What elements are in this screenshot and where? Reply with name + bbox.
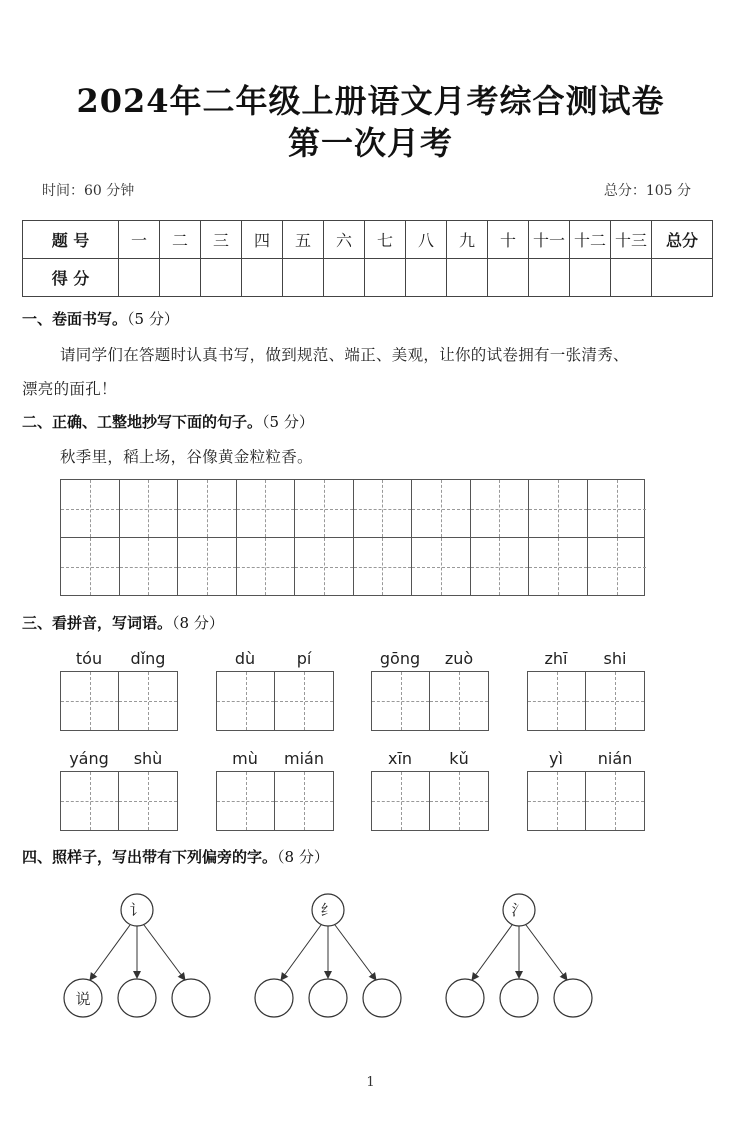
exam-subtitle: 第一次月考 bbox=[287, 124, 453, 162]
time-limit: 时间：60 分钟 bbox=[42, 183, 135, 199]
score-col: 十二 bbox=[570, 221, 611, 259]
word-grid[interactable] bbox=[527, 771, 645, 831]
score-cell[interactable] bbox=[242, 259, 283, 297]
score-cell[interactable] bbox=[365, 259, 406, 297]
score-col: 十三 bbox=[611, 221, 652, 259]
pinyin-label: mián bbox=[284, 749, 324, 768]
pinyin-label: zuò bbox=[444, 649, 474, 668]
answer-circle[interactable] bbox=[500, 979, 538, 1017]
score-col: 八 bbox=[406, 221, 447, 259]
score-cell[interactable] bbox=[447, 259, 488, 297]
word-grid[interactable] bbox=[371, 771, 489, 831]
page-number: 1 bbox=[366, 1075, 375, 1090]
section4-points: （8 分） bbox=[277, 848, 329, 866]
pinyin-label: xīn bbox=[387, 749, 413, 768]
answer-circle[interactable] bbox=[118, 979, 156, 1017]
pinyin-label: mù bbox=[232, 749, 258, 768]
radical-char: 纟 bbox=[320, 901, 336, 919]
answer-circle[interactable] bbox=[554, 979, 592, 1017]
example-char: 说 bbox=[75, 990, 91, 1008]
score-col: 三 bbox=[201, 221, 242, 259]
pinyin-label: yì bbox=[549, 749, 563, 768]
score-cell[interactable] bbox=[611, 259, 652, 297]
word-grid[interactable] bbox=[371, 671, 489, 731]
score-cell[interactable] bbox=[652, 259, 713, 297]
section1-points: （5 分） bbox=[127, 310, 179, 328]
word-grid[interactable] bbox=[216, 671, 334, 731]
score-col: 十 bbox=[488, 221, 529, 259]
answer-circle[interactable] bbox=[446, 979, 484, 1017]
score-col: 二 bbox=[160, 221, 201, 259]
score-col: 七 bbox=[365, 221, 406, 259]
pinyin-label: dù bbox=[234, 649, 256, 668]
pinyin-label: gōng bbox=[379, 649, 421, 668]
section4-title: 四、照样子，写出带有下列偏旁的字。 bbox=[22, 848, 278, 866]
section2-title: 二、正确、工整地抄写下面的句子。 bbox=[22, 413, 263, 431]
pinyin-label: yáng bbox=[69, 749, 109, 768]
score-cell[interactable] bbox=[406, 259, 447, 297]
section1-heading bbox=[22, 308, 179, 329]
pinyin-label: shù bbox=[133, 749, 163, 768]
radical-tree bbox=[255, 894, 401, 1017]
section3-points: （8 分） bbox=[172, 614, 224, 632]
score-table-header-row bbox=[23, 221, 713, 259]
score-col: 九 bbox=[447, 221, 488, 259]
radical-char: 氵 bbox=[511, 901, 527, 919]
answer-circle[interactable] bbox=[255, 979, 293, 1017]
pinyin-label: kǔ bbox=[449, 749, 469, 768]
score-cell[interactable] bbox=[529, 259, 570, 297]
score-cell[interactable] bbox=[324, 259, 365, 297]
score-col: 一 bbox=[119, 221, 160, 259]
section4-heading bbox=[22, 846, 329, 867]
word-grid[interactable] bbox=[60, 771, 178, 831]
word-grid[interactable] bbox=[527, 671, 645, 731]
score-table bbox=[22, 220, 713, 297]
word-grid[interactable] bbox=[60, 671, 178, 731]
score-cell[interactable] bbox=[160, 259, 201, 297]
word-grid[interactable] bbox=[216, 771, 334, 831]
exam-title: 2024年二年级上册语文月考综合测试卷 bbox=[76, 82, 665, 120]
answer-circle[interactable] bbox=[309, 979, 347, 1017]
score-col: 十一 bbox=[529, 221, 570, 259]
answer-circle[interactable] bbox=[363, 979, 401, 1017]
score-cell[interactable] bbox=[570, 259, 611, 297]
radical-tree bbox=[446, 894, 592, 1017]
section2-sentence: 秋季里，稻上场，谷像黄金粒粒香。 bbox=[60, 448, 313, 466]
section1-text-line2: 漂亮的面孔！ bbox=[22, 380, 117, 398]
score-row-label: 得 分 bbox=[23, 259, 119, 297]
section1-title: 一、卷面书写。 bbox=[22, 310, 128, 328]
pinyin-label: pí bbox=[296, 649, 312, 668]
radical-diagram bbox=[0, 880, 741, 1030]
score-table-score-row bbox=[23, 259, 713, 297]
pinyin-label: shi bbox=[603, 649, 627, 668]
section3-title: 三、看拼音，写词语。 bbox=[22, 614, 173, 632]
answer-circle[interactable] bbox=[172, 979, 210, 1017]
radical-char: 讠 bbox=[129, 901, 145, 919]
score-col: 四 bbox=[242, 221, 283, 259]
score-col: 五 bbox=[283, 221, 324, 259]
section2-points: （5 分） bbox=[262, 413, 314, 431]
pinyin-label: tóu bbox=[75, 649, 103, 668]
pinyin-label: nián bbox=[597, 749, 633, 768]
score-cell[interactable] bbox=[488, 259, 529, 297]
score-col: 六 bbox=[324, 221, 365, 259]
total-score: 总分：105 分 bbox=[603, 183, 691, 199]
score-table-label: 题 号 bbox=[23, 221, 119, 259]
pinyin-label: dǐng bbox=[130, 649, 166, 668]
section1-text-line1: 请同学们在答题时认真书写，做到规范、端正、美观，让你的试卷拥有一张清秀、 bbox=[60, 346, 629, 364]
score-col: 总分 bbox=[652, 221, 713, 259]
section2-heading bbox=[22, 411, 314, 432]
copy-grid-row1[interactable] bbox=[60, 479, 645, 538]
pinyin-label: zhī bbox=[544, 649, 568, 668]
score-cell[interactable] bbox=[283, 259, 324, 297]
copy-grid-row2[interactable] bbox=[60, 537, 645, 596]
score-cell[interactable] bbox=[201, 259, 242, 297]
section3-heading bbox=[22, 612, 224, 633]
score-cell[interactable] bbox=[119, 259, 160, 297]
radical-tree bbox=[64, 894, 210, 1017]
